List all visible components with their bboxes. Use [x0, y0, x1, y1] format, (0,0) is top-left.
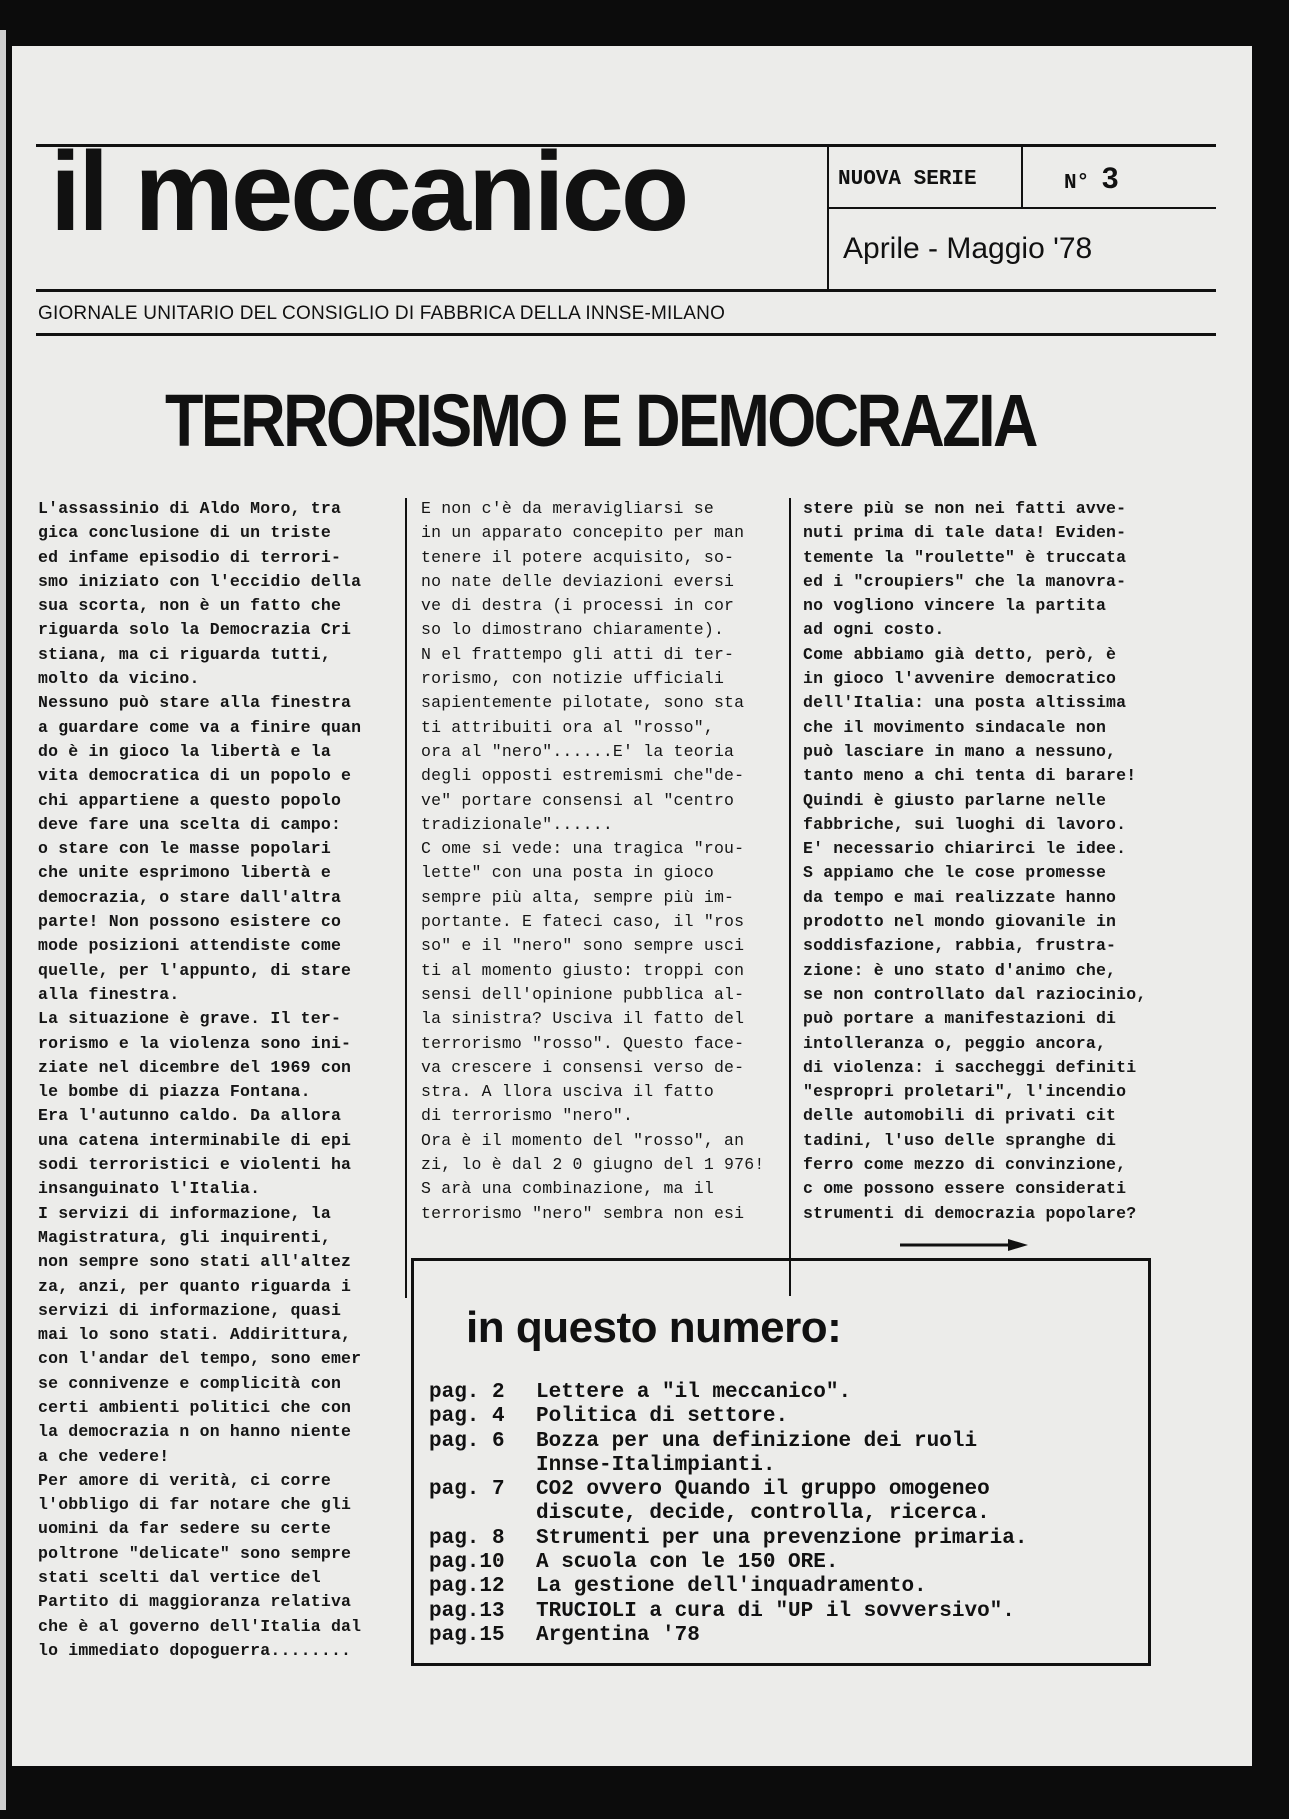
- contents-page: pag.12: [429, 1575, 505, 1599]
- issue-date: Aprile - Maggio '78: [843, 232, 1093, 265]
- masthead-bottom-rule: [36, 289, 1216, 292]
- binding-edge: [0, 30, 6, 1810]
- contents-item[interactable]: [429, 1381, 1144, 1405]
- contents-page: pag. 8: [429, 1526, 505, 1550]
- masthead-subtitle: GIORNALE UNITARIO DEL CONSIGLIO DI FABBRICA DELLA INNSE-MILANO: [38, 303, 726, 324]
- contents-item[interactable]: [429, 1527, 1144, 1551]
- issue-label: N°: [1064, 172, 1090, 195]
- contents-title: in questo numero:: [466, 1303, 842, 1352]
- contents-page: pag. 4: [429, 1405, 505, 1429]
- contents-page: pag.15: [429, 1623, 505, 1647]
- contents-page: pag. 6: [429, 1429, 505, 1453]
- masthead-vertical-rule: [827, 147, 829, 289]
- continue-arrow-icon: [900, 1237, 1030, 1253]
- series-label: NUOVA SERIE: [838, 168, 977, 191]
- contents-item[interactable]: [429, 1405, 1144, 1429]
- contents-item[interactable]: [429, 1430, 1144, 1479]
- contents-item[interactable]: [429, 1624, 1144, 1648]
- contents-page: pag. 2: [429, 1381, 505, 1404]
- contents-page: pag. 7: [429, 1478, 505, 1502]
- contents-item[interactable]: [429, 1600, 1144, 1624]
- contents-item-title: TRUCIOLI a cura di "UP il sovversivo".: [536, 1599, 1015, 1623]
- issue-value: 3: [1101, 162, 1119, 195]
- contents-item[interactable]: [429, 1551, 1144, 1575]
- contents-item-title: Strumenti per una prevenzione primaria.: [536, 1526, 1028, 1550]
- series-divider-rule: [1021, 147, 1023, 207]
- contents-page: pag.10: [429, 1551, 505, 1575]
- contents-item[interactable]: [429, 1575, 1144, 1599]
- article-headline: TERRORISMO E DEMOCRAZIA: [165, 379, 1036, 462]
- contents-box: [411, 1258, 1151, 1666]
- contents-item-title: Lettere a "il meccanico".: [536, 1381, 852, 1404]
- article-column-2: E non c'è da meravigliarsi se in un apparato concepito per man tenere il potere acquisito, so- no nate delle deviazioni eversi ve di destra (i processi in cor so lo dimostrano chiaramente). N el frattempo gli atti di ter- rorismo, con notizie ufficiali sapientemente pilotate, sono sta ti attribuiti ora al "rosso", ora al "nero"......E' la teoria degli opposti estremismi che"de- ve" portare consensi al "centro tradizionale"...... C ome si vede: una tragica "rou- lette" con una posta in gioco sempre più alta, sempre più im- portante. E fateci caso, il "ros so" e il "nero" sono sempre usci ti al momento giusto: troppi con sensi dell'opinione pubblica al- la sinistra? Usciva il fatto del terrorismo "rosso". Questo face- va crescere i consensi verso de- stra. A llora usciva il fatto di terrorismo "nero". Ora è il momento del "rosso", an zi, lo è dal 2 0 giugno del 1 976! S arà una combinazione, ma il terrorismo "nero" sembra non esi: [421, 499, 765, 1223]
- newspaper-page: [12, 46, 1252, 1766]
- masthead-title: il meccanico: [50, 129, 687, 254]
- contents-list: [429, 1381, 1144, 1648]
- article-column-1: L'assassinio di Aldo Moro, tra gica conclusione di un triste ed infame episodio di terrori- smo iniziato con l'eccidio della sua scorta, non è un fatto che riguarda solo la Democrazia Cri stiana, ma ci riguarda tutti, molto da vicino. Nessuno può stare alla finestra a guardare come va a finire quan do è in gioco la libertà e la vita democratica di un popolo e chi appartiene a questo popolo deve fare una scelta di campo: o stare con le masse popolari che unite esprimono libertà e democrazia, o stare dall'altra parte! Non possono esistere co mode posizioni attendiste come quelle, per l'appunto, di stare alla finestra. La situazione è grave. Il ter- rorismo e la violenza sono ini- ziate nel dicembre del 1969 con le bombe di piazza Fontana. Era l'autunno caldo. Da allora una catena interminabile di epi sodi terroristici e violenti ha insanguinato l'Italia. I servizi di informazione, la Magistratura, gli inquirenti, non sempre sono stati all'altez za, anzi, per quanto riguarda i servizi di informazione, quasi mai lo sono stati. Addirittura, con l'andar del tempo, sono emer se connivenze e complicità con certi ambienti politici che con la democrazia n on hanno niente a che vedere! Per amore di verità, ci corre l'obbligo di far notare che gli uomini da far sedere su certe poltrone "delicate" sono sempre stati scelti dal vertice del Partito di maggioranza relativa che è al governo dell'Italia dal lo immediato dopoguerra........: [38, 499, 362, 1660]
- contents-item-title: A scuola con le 150 ORE.: [536, 1551, 839, 1575]
- subtitle-bottom-rule: [36, 333, 1216, 336]
- contents-item[interactable]: [429, 1478, 1144, 1527]
- issue-number: [1064, 162, 1119, 196]
- contents-item-title: Bozza per una definizione dei ruoli Innse-Italimpianti.: [536, 1429, 978, 1477]
- contents-item-title: La gestione dell'inquadramento.: [536, 1575, 927, 1599]
- article-column-3: stere più se non nei fatti avve- nuti prima di tale data! Eviden- temente la "roulette" è truccata ed i "croupiers" che la manovra- no vogliono vincere la partita ad ogni costo. Come abbiamo già detto, però, è in gioco l'avvenire democratico dell'Italia: una posta altissima che il movimento sindacale non può lasciare in mano a nessuno, tanto meno a chi tenta di barare! Quindi è giusto parlarne nelle fabbriche, sui luoghi di lavoro. E' necessario chiarirci le idee. S appiamo che le cose promesse da tempo e mai realizzate hanno prodotto nel mondo giovanile in soddisfazione, rabbia, frustra- zione: è uno stato d'animo che, se non controllato dal raziocinio, può portare a manifestazioni di intolleranza o, peggio ancora, di violenza: i saccheggi definiti "espropri proletari", l'incendio delle automobili di privati cit tadini, l'uso delle spranghe di ferro come mezzo di convinzione, c ome possono essere considerati strumenti di democrazia popolare?: [803, 499, 1147, 1223]
- contents-item-title: CO2 ovvero Quando il gruppo omogeneo discute, decide, controlla, ricerca.: [536, 1478, 990, 1526]
- contents-item-title: Argentina '78: [536, 1623, 700, 1647]
- contents-item-title: Politica di settore.: [536, 1405, 789, 1429]
- series-bottom-rule: [829, 207, 1216, 209]
- contents-page: pag.13: [429, 1599, 505, 1623]
